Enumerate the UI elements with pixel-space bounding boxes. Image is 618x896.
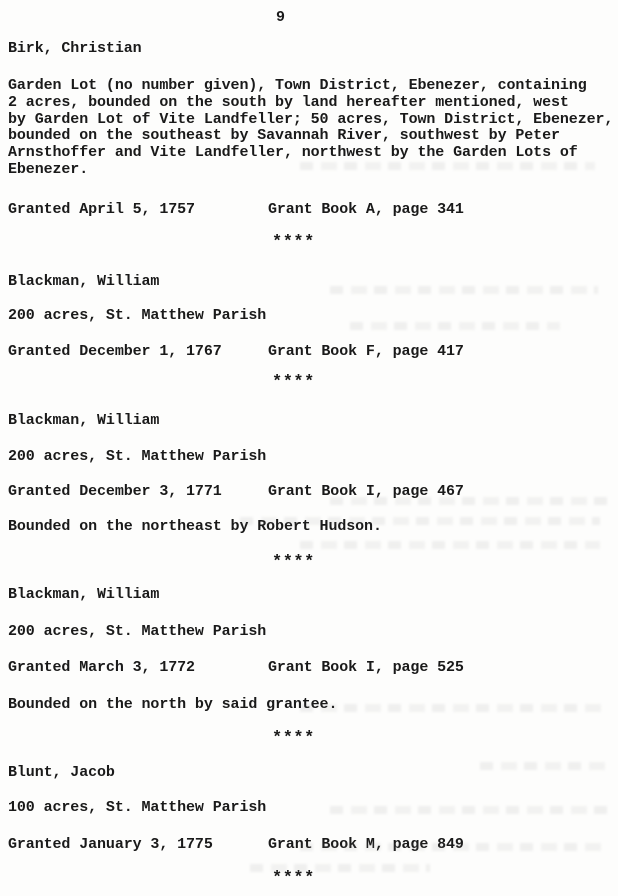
grant-book-ref: Grant Book I, page 525 bbox=[268, 659, 464, 676]
granted-date: Granted December 3, 1771 bbox=[8, 483, 222, 500]
granted-date: Granted January 3, 1775 bbox=[8, 836, 213, 853]
grantee-name: Blackman, William bbox=[8, 273, 160, 290]
bleed-through-artifact bbox=[300, 541, 600, 549]
description-line: Garden Lot (no number given), Town District, Ebenezer, containing bbox=[8, 77, 587, 94]
boundary-note: Bounded on the north by said grantee. bbox=[8, 696, 338, 713]
granted-date: Granted March 3, 1772 bbox=[8, 659, 195, 676]
grant-description: 200 acres, St. Matthew Parish bbox=[8, 623, 267, 640]
grant-book-ref: Grant Book A, page 341 bbox=[268, 201, 464, 218]
grant-description: 200 acres, St. Matthew Parish bbox=[8, 307, 267, 324]
page-number: 9 bbox=[276, 9, 285, 26]
bleed-through-artifact bbox=[350, 322, 560, 330]
grant-book-ref: Grant Book I, page 467 bbox=[268, 483, 464, 500]
description-line: 2 acres, bounded on the south by land hereafter mentioned, west bbox=[8, 93, 569, 111]
granted-date: Granted December 1, 1767 bbox=[8, 343, 222, 360]
grant-book-ref: Grant Book M, page 849 bbox=[268, 836, 464, 853]
description-line: Ebenezer. bbox=[8, 160, 89, 178]
description-line: Arnsthoffer and Vite Landfeller, northwest by the Garden Lots of bbox=[8, 144, 578, 162]
grantee-name: Blunt, Jacob bbox=[8, 764, 115, 781]
section-separator: **** bbox=[272, 233, 315, 252]
grantee-name: Blackman, William bbox=[8, 586, 160, 603]
bleed-through-artifact bbox=[330, 286, 598, 294]
section-separator: **** bbox=[272, 869, 315, 888]
grant-description: 100 acres, St. Matthew Parish bbox=[8, 799, 267, 816]
description-line: by Garden Lot of Vite Landfeller; 50 acres, Town District, Ebenezer, bbox=[8, 110, 614, 128]
grant-description: 200 acres, St. Matthew Parish bbox=[8, 448, 267, 465]
bleed-through-artifact bbox=[330, 806, 608, 814]
section-separator: **** bbox=[272, 373, 315, 392]
grantee-name: Birk, Christian bbox=[8, 40, 142, 57]
grantee-name: Blackman, William bbox=[8, 412, 160, 429]
grant-book-ref: Grant Book F, page 417 bbox=[268, 343, 464, 360]
bleed-through-artifact bbox=[300, 704, 608, 712]
section-separator: **** bbox=[272, 729, 315, 748]
section-separator: **** bbox=[272, 553, 315, 572]
grant-description bbox=[8, 78, 618, 179]
bleed-through-artifact bbox=[480, 762, 608, 770]
boundary-note: Bounded on the northeast by Robert Hudson. bbox=[8, 518, 382, 535]
description-line: bounded on the southeast by Savannah River, southwest by Peter bbox=[8, 127, 560, 145]
granted-date: Granted April 5, 1757 bbox=[8, 201, 195, 218]
